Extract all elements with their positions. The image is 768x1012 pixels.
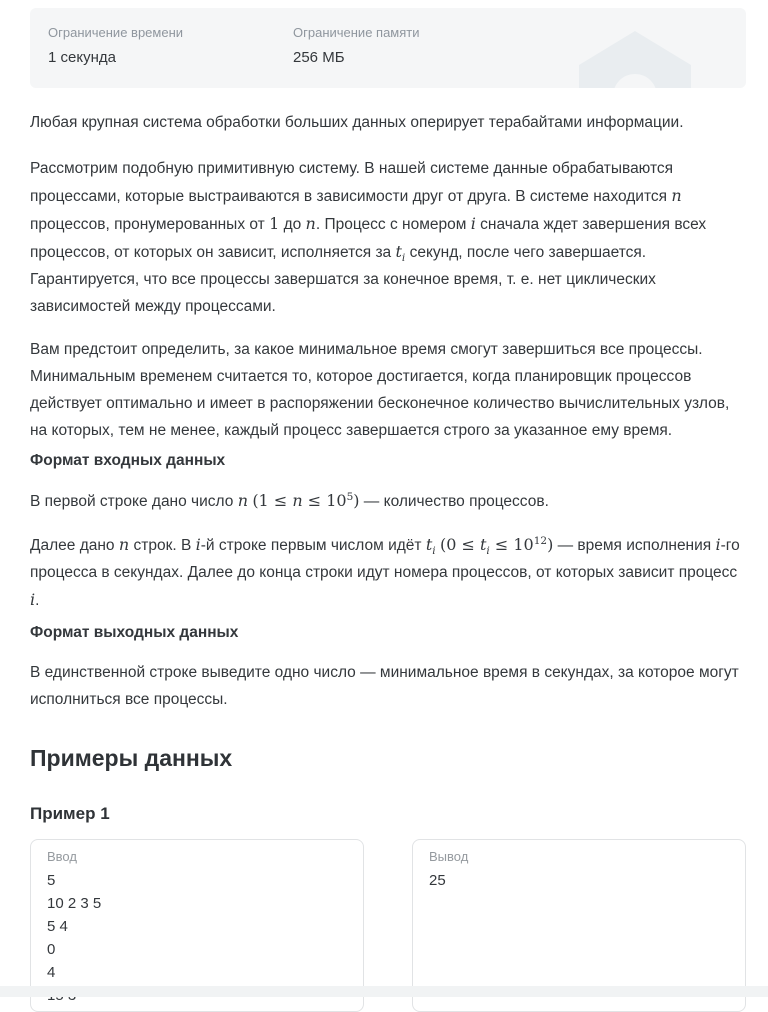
sample-input-content: 5 10 2 3 5 5 4 0 4 [47, 872, 102, 981]
memory-limit-block [293, 25, 538, 88]
example-1-heading: Пример 1 [30, 804, 110, 823]
input-format-paragraph-1: В первой строке дано число n $(1 \le n \le 10^5)$ — количество процессов. [30, 490, 549, 510]
time-limit-label: Ограничение времени [48, 25, 184, 40]
contest-watermark-icon [579, 31, 691, 88]
time-limit-value: 1 секунда [48, 49, 116, 66]
statement-paragraph-3: Вам предстоит определить, за какое минимальное время смогут завершиться все процессы. Минимальным временем считается то, которое достигается, когда планировщик процессов действует оптимально и имеет в распоряжении бесконечное количество вычислительных узлов, на которых, тем не менее, каждый процесс завершается строго за указанное ему время. [30, 341, 730, 439]
statement-paragraph-1: Любая крупная система обработки больших данных оперирует терабайтами информации. [30, 114, 684, 131]
memory-limit-value: 256 МБ [293, 49, 345, 66]
limits-card [30, 8, 746, 88]
output-format-paragraph-1: В единственной строке выведите одно число — минимальное время в секундах, за которое могут исполниться все процессы. [30, 664, 739, 708]
sample-output-label: Вывод [429, 849, 469, 864]
problem-statement-page [0, 8, 768, 1012]
time-limit-block [48, 25, 293, 88]
sample-output-content: 25 [429, 872, 446, 889]
page-bottom-divider [0, 986, 768, 997]
sample-input-label: Ввод [47, 849, 77, 864]
memory-limit-label: Ограничение памяти [293, 25, 420, 40]
output-format-heading: Формат выходных данных [30, 624, 239, 641]
input-format-heading: Формат входных данных [30, 452, 226, 469]
statement-paragraph-2: Рассмотрим подобную примитивную систему. В нашей системе данные обрабатываются процессами, которые выстраиваются в зависимости друг от друга. В системе находится n процессов, пронумерованных от 1 до n. Процесс с номером i сначала ждет завершения всех процессов, от которых он зависит, исполняется за $t_i$ секунд, после чего завершается. Гарантируется, что все процессы завершатся за конечное время, т. е. нет циклических зависимостей между процессами. [30, 160, 707, 315]
samples-section-heading: Примеры данных [30, 745, 233, 771]
input-format-paragraph-2: Далее дано n строк. В i-й строке первым числом идёт $t_i$ $(0 \le t_i \le 10^{12})$ — время исполнения i-го процесса в секундах. Далее до конца строки идут номера процессов, от которых зависит процесс i. [30, 534, 740, 609]
